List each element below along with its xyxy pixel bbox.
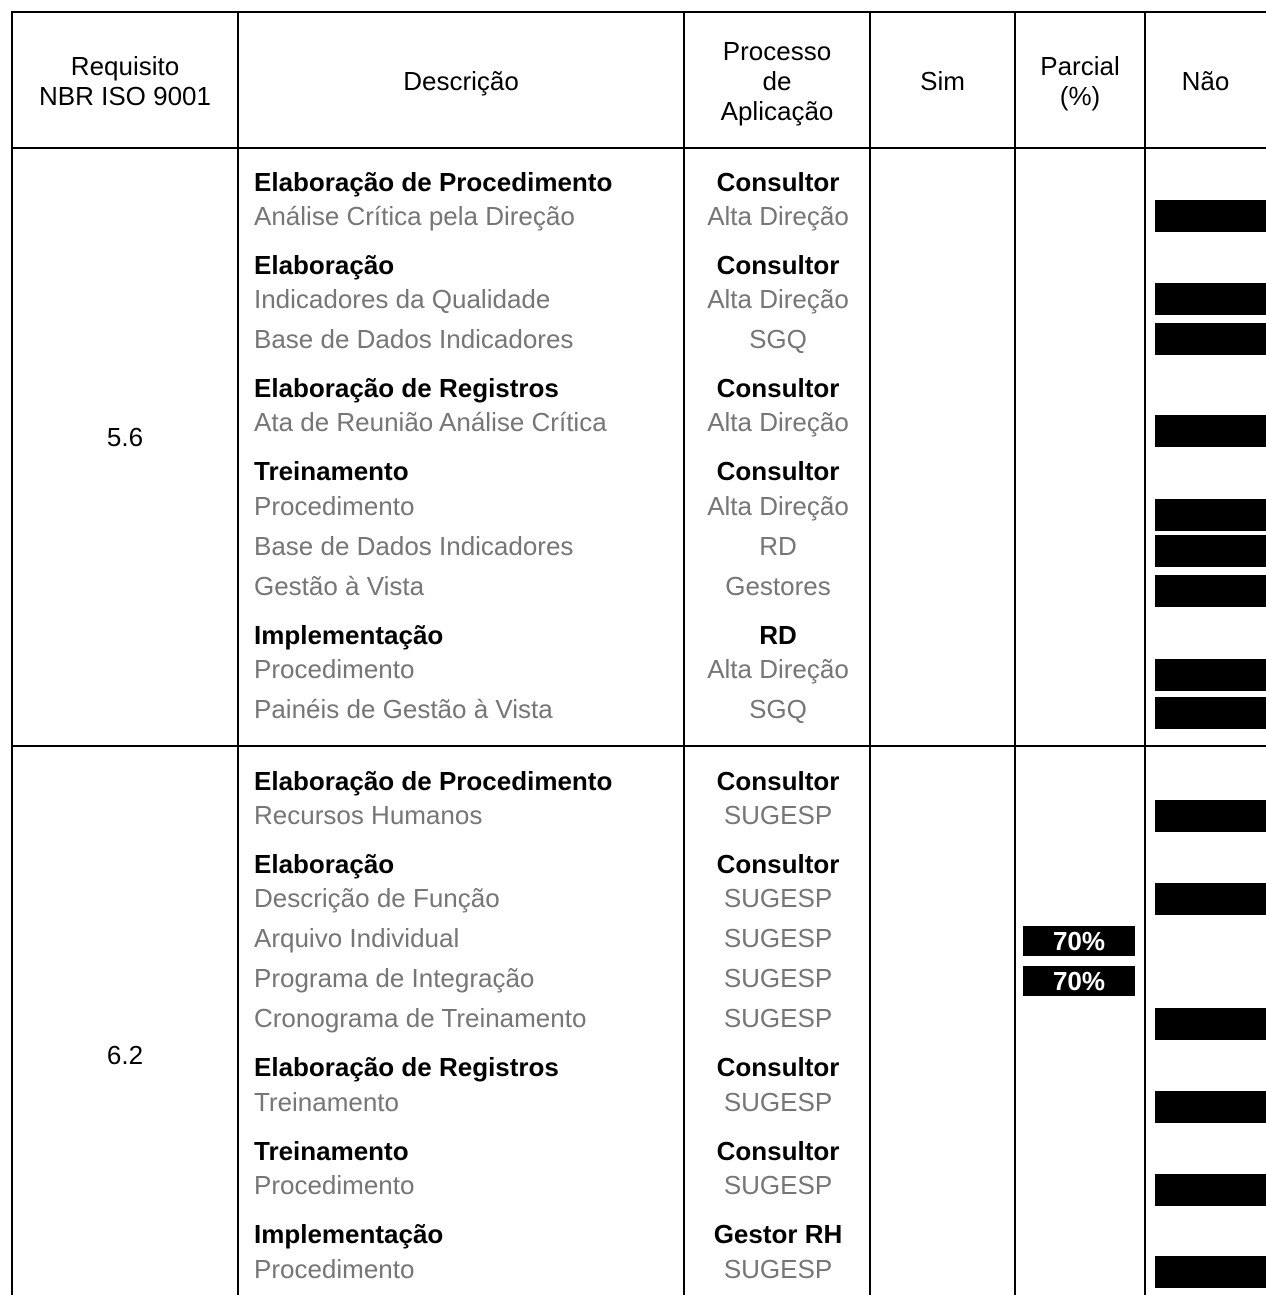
responsible-item: SUGESP bbox=[723, 963, 833, 993]
activity-title: Elaboração de Procedimento bbox=[254, 766, 613, 796]
activity-item: Recursos Humanos bbox=[254, 800, 483, 830]
activity-title: Elaboração bbox=[254, 250, 395, 280]
nao-marker bbox=[1155, 1256, 1266, 1288]
header-requisito bbox=[12, 14, 238, 148]
grid-vline bbox=[237, 12, 239, 1295]
activity-item: Gestão à Vista bbox=[254, 571, 425, 601]
parcial-badge: 70% bbox=[1023, 926, 1135, 956]
responsible-title: Consultor bbox=[716, 250, 840, 280]
activity-title: Elaboração de Registros bbox=[254, 373, 559, 403]
activity-item: Procedimento bbox=[254, 1254, 415, 1284]
activity-item: Base de Dados Indicadores bbox=[254, 531, 574, 561]
activity-item: Painéis de Gestão à Vista bbox=[254, 694, 553, 724]
activity-item: Base de Dados Indicadores bbox=[254, 324, 574, 354]
nao-marker bbox=[1155, 499, 1266, 531]
requisito-number: 6.2 bbox=[106, 1040, 144, 1070]
responsible-item: SUGESP bbox=[723, 1003, 833, 1033]
responsible-item: RD bbox=[759, 531, 797, 561]
nao-marker bbox=[1155, 883, 1266, 915]
responsible-item: SGQ bbox=[749, 324, 807, 354]
activity-title: Elaboração bbox=[254, 849, 395, 879]
responsible-title: Consultor bbox=[716, 766, 840, 796]
activity-item: Procedimento bbox=[254, 1170, 415, 1200]
responsible-item: SUGESP bbox=[723, 1170, 833, 1200]
responsible-title: Consultor bbox=[716, 167, 840, 197]
activity-item: Ata de Reunião Análise Crítica bbox=[254, 407, 607, 437]
activity-title: Elaboração de Registros bbox=[254, 1052, 559, 1082]
activity-title: Implementação bbox=[254, 620, 444, 650]
activity-title: Elaboração de Procedimento bbox=[254, 167, 613, 197]
header-parcial bbox=[1015, 14, 1145, 148]
nao-marker bbox=[1155, 1008, 1266, 1040]
header-nbr-label: NBR ISO 9001 bbox=[39, 81, 211, 111]
grid-hline bbox=[11, 147, 1266, 149]
nao-marker bbox=[1155, 1174, 1266, 1206]
responsible-title: Consultor bbox=[716, 849, 840, 879]
activity-item: Descrição de Função bbox=[254, 883, 500, 913]
nao-marker bbox=[1155, 415, 1266, 447]
header-processo-label: Processo bbox=[722, 36, 832, 66]
nao-marker bbox=[1155, 659, 1266, 691]
responsible-title: Consultor bbox=[716, 1136, 840, 1166]
activity-item: Indicadores da Qualidade bbox=[254, 284, 551, 314]
responsible-title: Gestor RH bbox=[713, 1219, 843, 1249]
header-de-label: de bbox=[762, 66, 792, 96]
header-nao: Não bbox=[1181, 66, 1230, 96]
activity-item: Procedimento bbox=[254, 654, 415, 684]
nao-marker bbox=[1155, 697, 1266, 729]
nao-marker bbox=[1155, 323, 1266, 355]
header-requisito-label: Requisito bbox=[70, 51, 180, 81]
nao-marker bbox=[1155, 1091, 1266, 1123]
nao-marker bbox=[1155, 800, 1266, 832]
responsible-title: RD bbox=[759, 620, 797, 650]
nao-marker bbox=[1155, 283, 1266, 315]
grid-hline bbox=[11, 745, 1266, 747]
header-sim: Sim bbox=[920, 66, 965, 96]
grid-vline bbox=[11, 12, 13, 1295]
activity-item: Treinamento bbox=[254, 1087, 399, 1117]
responsible-item: SUGESP bbox=[723, 1087, 833, 1117]
activity-title: Treinamento bbox=[254, 456, 409, 486]
grid-vline bbox=[1144, 12, 1146, 1295]
responsible-item: SUGESP bbox=[723, 883, 833, 913]
responsible-item: Alta Direção bbox=[707, 284, 849, 314]
activity-title: Implementação bbox=[254, 1219, 444, 1249]
responsible-item: SUGESP bbox=[723, 800, 833, 830]
responsible-item: Alta Direção bbox=[707, 201, 849, 231]
requisito-number: 5.6 bbox=[106, 422, 144, 452]
parcial-badge: 70% bbox=[1023, 966, 1135, 996]
header-percent-label: (%) bbox=[1059, 81, 1101, 111]
responsible-item: SGQ bbox=[749, 694, 807, 724]
header-descricao: Descrição bbox=[403, 66, 519, 96]
responsible-item: Alta Direção bbox=[707, 407, 849, 437]
activity-item: Análise Crítica pela Direção bbox=[254, 201, 575, 231]
responsible-title: Consultor bbox=[716, 373, 840, 403]
grid-vline bbox=[1014, 12, 1016, 1295]
responsible-item: SUGESP bbox=[723, 1254, 833, 1284]
responsible-item: Alta Direção bbox=[707, 654, 849, 684]
nao-marker bbox=[1155, 200, 1266, 232]
responsible-item: SUGESP bbox=[723, 923, 833, 953]
nao-marker bbox=[1155, 575, 1266, 607]
activity-item: Procedimento bbox=[254, 491, 415, 521]
responsible-title: Consultor bbox=[716, 1052, 840, 1082]
grid-vline bbox=[869, 12, 871, 1295]
activity-item: Arquivo Individual bbox=[254, 923, 460, 953]
activity-item: Programa de Integração bbox=[254, 963, 535, 993]
responsible-item: Alta Direção bbox=[707, 491, 849, 521]
activity-title: Treinamento bbox=[254, 1136, 409, 1166]
responsible-item: Gestores bbox=[725, 571, 831, 601]
activity-item: Cronograma de Treinamento bbox=[254, 1003, 587, 1033]
nao-marker bbox=[1155, 535, 1266, 567]
header-aplicacao-label: Aplicação bbox=[720, 96, 834, 126]
responsible-title: Consultor bbox=[716, 456, 840, 486]
header-processo bbox=[684, 14, 870, 148]
header-parcial-label: Parcial bbox=[1040, 51, 1120, 81]
grid-hline bbox=[11, 11, 1266, 13]
